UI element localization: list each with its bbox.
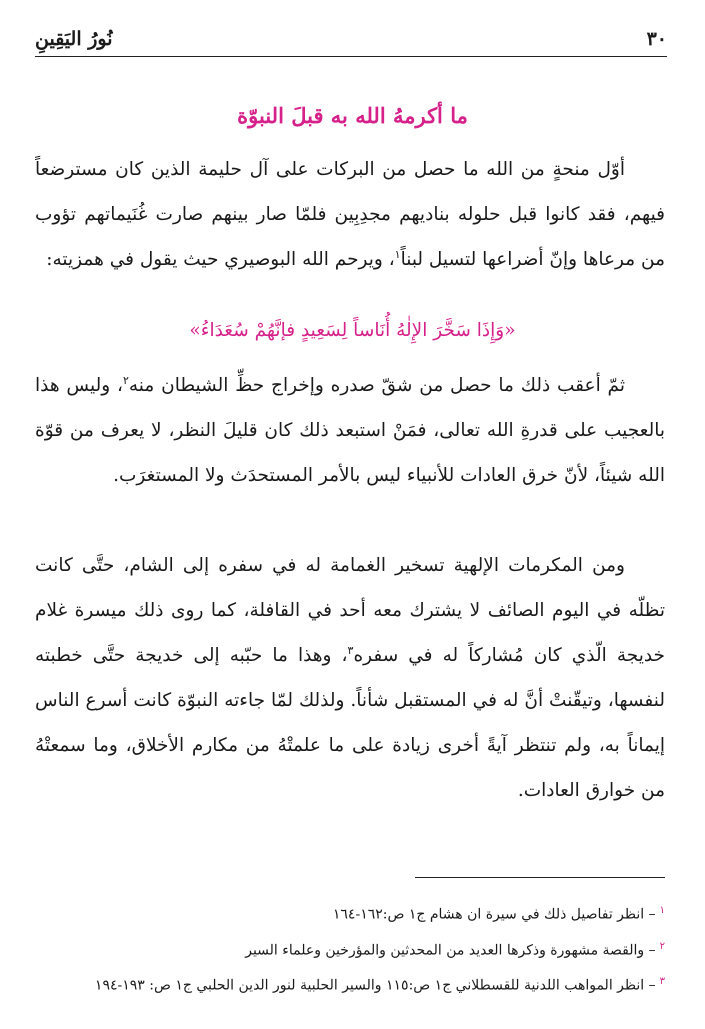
paragraph-2-tail: ، وليس هذا بالعجيب على قدرةِ الله تعالى، فمَنْ استبعد ذلك كان قليلَ النظر، لا يعرف من قوّة الله شيئاً، لأنّ خرق العادات للأنبياء ليس بالأمر المستحدَث ولا المستغرَب. xyxy=(35,375,665,486)
footnote-text: – والقصة مشهورة وذكرها العديد من المحدثين والمؤرخين وعلماء السير xyxy=(245,942,656,959)
footnote-ref-3[interactable]: ٣ xyxy=(347,643,354,657)
footnote-number: ٢ xyxy=(659,940,665,952)
book-title: نُورُ اليَقِينِ xyxy=(35,28,113,50)
paragraph-3-tail: ، وهذا ما حبّبه إلى خديجة حتَّى خطبته لنفسها، وتيقّنتْ أنَّ له في المستقبل شأناً. ولذلك لمّا جاءته النبوّة كانت أسرع الناس إيماناً به، ولم تنتظر آيةً أخرى زيادة على ما علمتْهُ من مكارم الأخلاق، وما سمعتْهُ من خوارق العادات. xyxy=(35,645,665,801)
footnote-number: ١ xyxy=(659,905,665,916)
footnotes xyxy=(35,895,665,1002)
paragraph-1-text: أوّل منحةٍ من الله ما حصل من البركات على آل حليمة الذين كان مسترضعاً فيهم، فقد كانوا قبل حلوله بناديهم مجدِبِين فلمّا صار بينهم صارت غُنَيماتهم تؤوب من مرعاها وإنّ أضراعها لتسيل لبناً xyxy=(35,159,665,270)
paragraph-1-tail: ، ويرحم الله البوصيري حيث يقول في همزيته: xyxy=(46,249,395,270)
verse-quote: «وَإِذَا سَخَّرَ الإِلٰهُ أُنَاساً لِسَعِيدٍ فإنَّهُمْ سُعَدَاءُ» xyxy=(189,320,516,341)
footnote-number: ٣ xyxy=(659,976,665,988)
section-title: ما أكرمهُ الله به قبلَ النبوّة xyxy=(237,103,468,128)
page-number: ٣٠ xyxy=(646,28,667,50)
paragraph-2-text: ثمّ أعقب ذلك ما حصل من شقّ صدره وإخراج حظِّ الشيطان منه xyxy=(128,375,626,396)
footnote-1 xyxy=(35,895,665,931)
footnote-2 xyxy=(35,931,665,967)
running-header xyxy=(35,22,667,57)
footnote-text: – انظر المواهب اللدنية للقسطلاني ج١ ص:١١٥ والسير الحلبية لنور الدين الحلبي ج١ ص: ١٩٣-١٩٤ xyxy=(94,977,656,994)
footnote-text: – انظر تفاصيل ذلك في سيرة ان هشام ج١ ص:١٦٢-١٦٤ xyxy=(332,906,656,923)
paragraph-3-text: ومن المكرمات الإلهية تسخير الغمامة له في سفره إلى الشام، حتَّى كانت تظلّه في اليوم الصائف لا يشترك معه أحد في القافلة، كما روى ذلك ميسرة غلام خديجة الّذي كان مُشاركاً له في سفره xyxy=(35,555,665,666)
paragraph-1 xyxy=(35,147,665,282)
footnote-ref-1[interactable]: ١ xyxy=(394,247,401,261)
footnote-ref-2[interactable]: ٢ xyxy=(122,373,129,387)
paragraph-2 xyxy=(35,363,665,498)
paragraph-3 xyxy=(35,543,665,813)
footnote-3 xyxy=(35,966,665,1002)
footnote-divider xyxy=(415,877,665,878)
